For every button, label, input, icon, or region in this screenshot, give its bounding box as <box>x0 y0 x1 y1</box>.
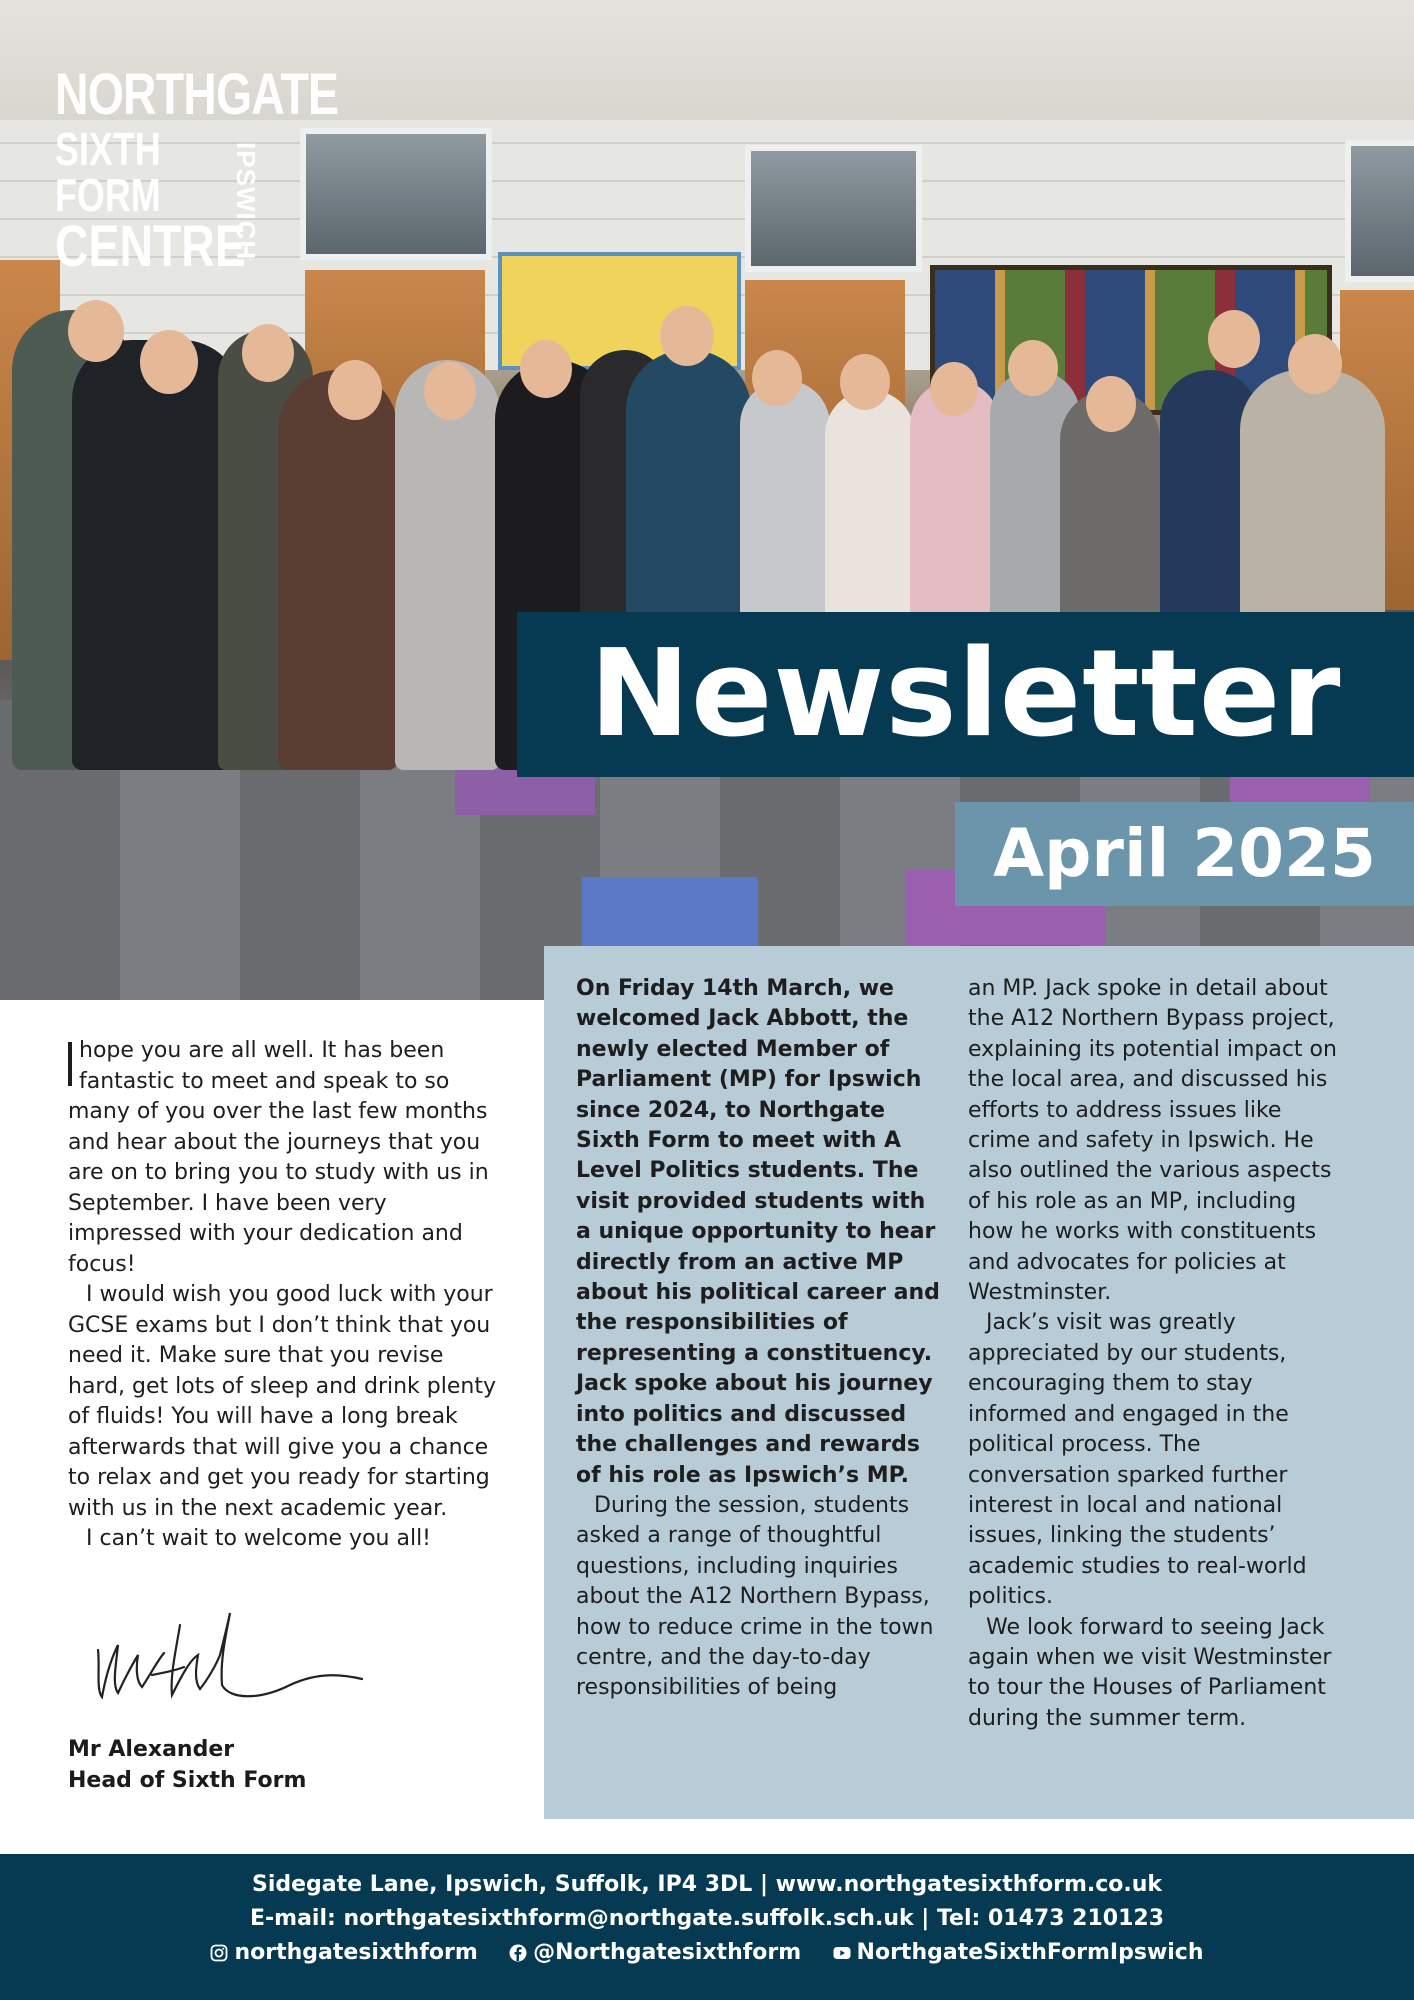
signatory-name: Mr Alexander <box>68 1737 235 1762</box>
person <box>278 370 398 770</box>
carpet-tile <box>582 877 758 947</box>
letter-paragraph: I would wish you good luck with your GCSE exams but I don’t think that you need it. Make sure that you revise hard, get lots of sleep and drink plenty of fluids! You will have a long break afterwards that will give you a chance to relax and get you ready for starting with us in the next academic year. <box>68 1282 496 1521</box>
head <box>1086 376 1136 432</box>
head <box>520 340 572 398</box>
window <box>300 128 492 260</box>
drop-cap-bar <box>68 1042 72 1086</box>
person <box>72 340 242 770</box>
signatory-title: Head of Sixth Form <box>68 1768 307 1793</box>
facebook-handle[interactable]: @Northgatesixthform <box>533 1940 802 1965</box>
signature <box>90 1605 370 1715</box>
school-logo <box>55 62 339 279</box>
footer-address: Sidegate Lane, Ipswich, Suffolk, IP4 3DL | www.northgatesixthform.co.uk <box>251 1872 1163 1897</box>
person <box>395 360 500 770</box>
logo-line-3: CENTRE <box>55 214 246 279</box>
welcome-letter <box>68 1036 498 1555</box>
head <box>424 362 476 420</box>
youtube-icon <box>833 1944 851 1962</box>
window <box>1345 140 1414 282</box>
window <box>745 145 922 272</box>
article-column-2 <box>968 974 1338 1734</box>
article-lead: On Friday 14th March, we welcomed Jack Abbott, the newly elected Member of Parliament (MP) for Ipswich since 2024, to Northgate Sixth Form to meet with A Level Politics students. The visit provided students with a unique opportunity to hear directly from an active MP about his political career and the responsibilities of representing a constituency. Jack spoke about his journey into politics and discussed the challenges and rewards of his role as Ipswich’s MP. <box>576 976 940 1488</box>
head <box>1288 334 1342 394</box>
head <box>140 330 198 394</box>
issue-date: April 2025 <box>955 802 1414 906</box>
carpet-tile <box>1230 775 1370 805</box>
head <box>1208 310 1260 368</box>
head <box>242 324 294 382</box>
article-paragraph: an MP. Jack spoke in detail about the A12 Northern Bypass project, explaining its potential impact on the local area, and discussed his efforts to address issues like crime and safety in Ipswich. He also outlined the various aspects of his role as an MP, including how he works with constituents and advocates for policies at Westminster. <box>968 976 1337 1306</box>
head <box>68 300 124 362</box>
signatory <box>68 1734 306 1796</box>
head <box>930 362 978 416</box>
footer-social <box>0 1936 1414 1970</box>
instagram-handle[interactable]: northgatesixthform <box>234 1940 478 1965</box>
logo-vertical-text: IPSWICH <box>231 142 261 261</box>
logo-line-2: SIXTH FORM <box>55 123 161 221</box>
facebook-icon <box>509 1944 527 1962</box>
head <box>752 350 802 406</box>
head <box>328 360 382 420</box>
article-paragraph: We look forward to seeing Jack again when we visit Westminster to tour the Houses of Parliament during the summer term. <box>968 1614 1332 1731</box>
letter-paragraph: hope you are all well. It has been fantastic to meet and speak to so many of you over the last few months and hear about the journeys that you are on to bring you to study with us in September. I have been very impressed with your dedication and focus! <box>68 1038 489 1277</box>
letter-paragraph: I can’t wait to welcome you all! <box>86 1526 431 1551</box>
head <box>660 306 714 366</box>
article-column-1 <box>576 974 946 1704</box>
article-paragraph: Jack’s visit was greatly appreciated by our students, encouraging them to stay informed and engaged in the political process. The conversation sparked further interest in local and national issues, linking the students’ academic studies to real-world politics. <box>968 1310 1307 1610</box>
logo-line-1: NORTHGATE <box>55 62 339 127</box>
article-paragraph: During the session, students asked a range of thoughtful questions, including inquiries about the A12 Northern Bypass, how to reduce crime in the town centre, and the day-to-day responsibilities of being <box>576 1492 934 1701</box>
footer <box>0 1854 1414 2000</box>
youtube-channel[interactable]: NorthgateSixthFormIpswich <box>856 1940 1204 1965</box>
head <box>1008 340 1058 396</box>
footer-contact: E-mail: northgatesixthform@northgate.suffolk.sch.uk | Tel: 01473 210123 <box>249 1906 1165 1931</box>
newsletter-title: Newsletter <box>517 612 1414 777</box>
instagram-icon <box>210 1944 228 1962</box>
head <box>840 354 890 410</box>
